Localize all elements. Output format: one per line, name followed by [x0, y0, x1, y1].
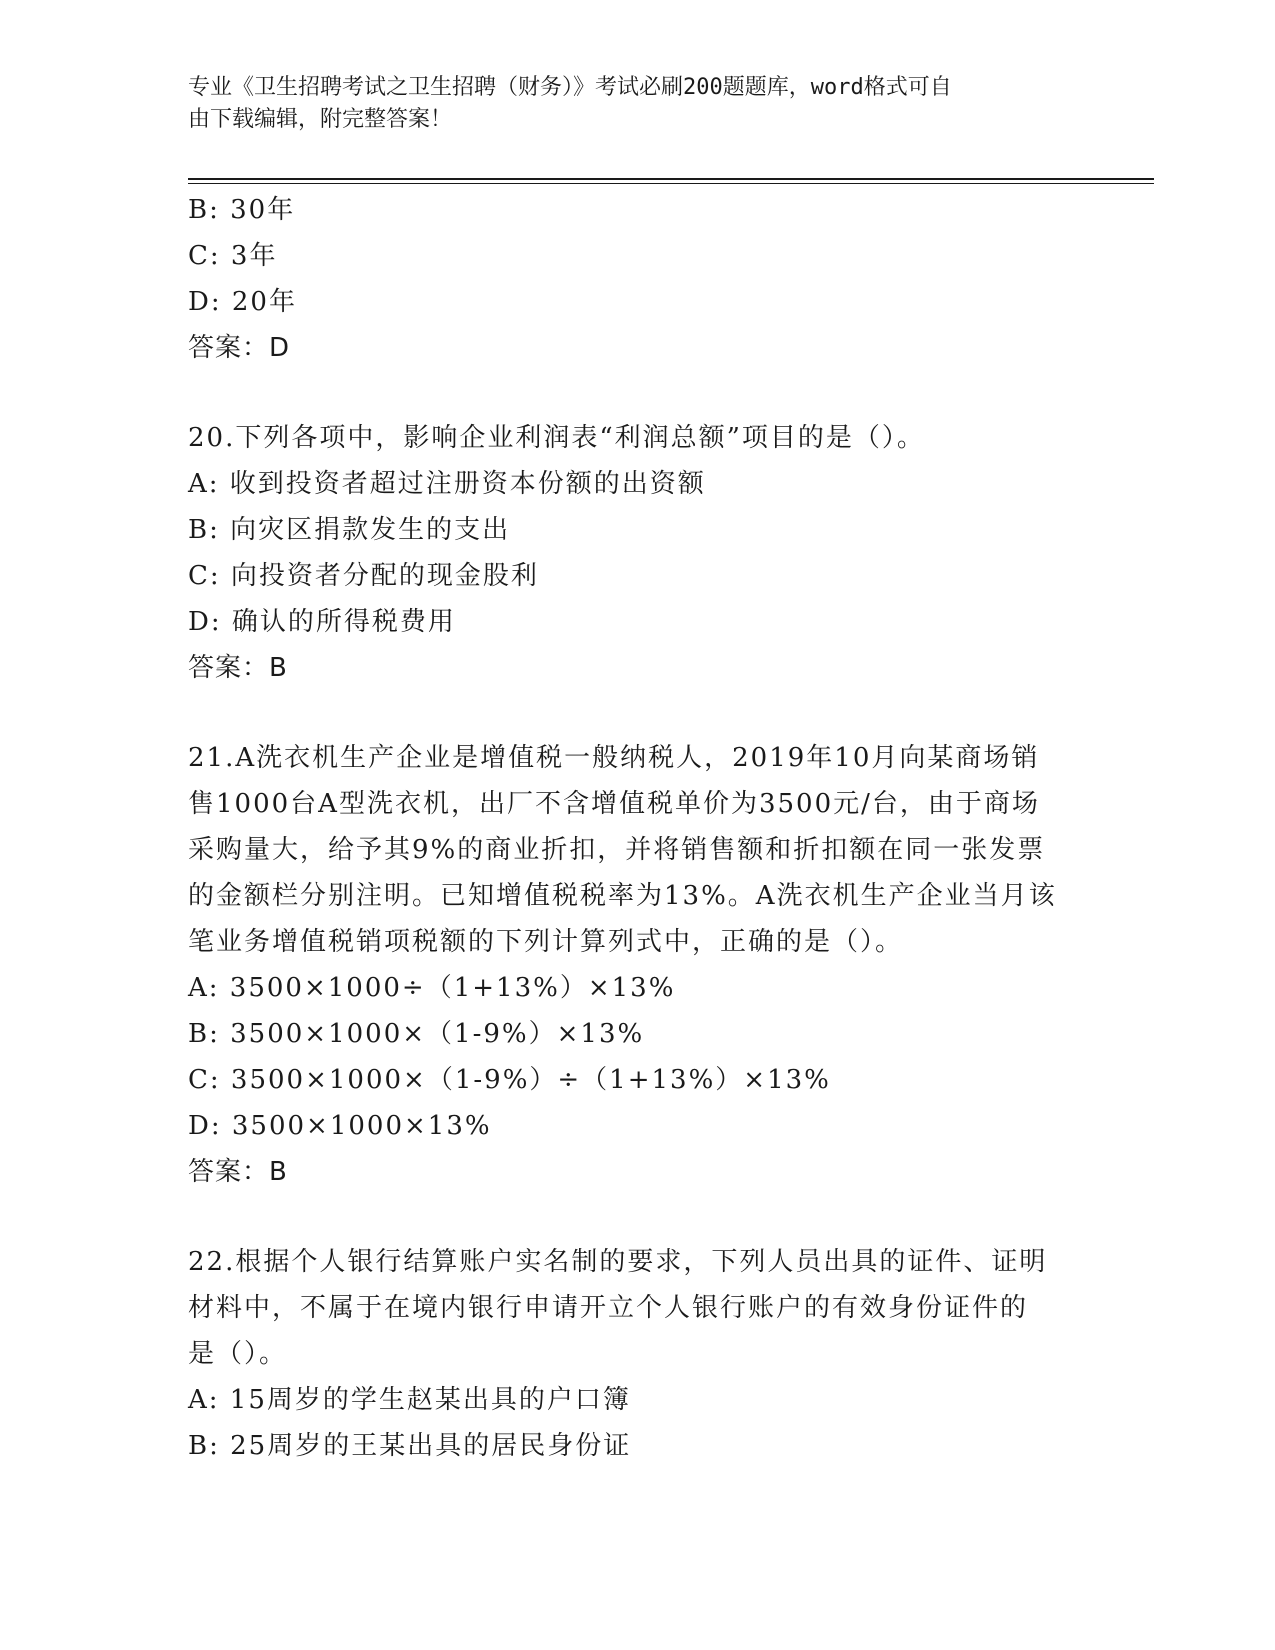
option-c: C: 3年: [188, 241, 278, 271]
option-a: A: 收到投资者超过注册资本份额的出资额: [188, 469, 706, 499]
option-a: A: 15周岁的学生赵某出具的户口簿: [188, 1385, 631, 1415]
question-21: [188, 735, 1068, 1195]
option-b: B: 向灾区捐款发生的支出: [188, 515, 511, 545]
option-b: B: 25周岁的王某出具的居民身份证: [188, 1431, 632, 1461]
option-d: D: 20年: [188, 287, 297, 317]
question-stem-line: 笔业务增值税销项税额的下列计算列式中，正确的是（）。: [188, 927, 904, 957]
answer-line: 答案：B: [188, 1157, 288, 1187]
question-stem-line: 采购量大，给予其9%的商业折扣，并将销售额和折扣额在同一张发票: [188, 835, 1046, 865]
question-22: [188, 1239, 1068, 1469]
option-c: C: 3500×1000×（1-9%）÷（1+13%）×13%: [188, 1065, 831, 1095]
header-rule-thin: [188, 183, 1154, 184]
answer-line: 答案：B: [188, 653, 288, 683]
option-d: D: 确认的所得税费用: [188, 607, 456, 637]
option-b: B: 3500×1000×（1-9%）×13%: [188, 1019, 645, 1049]
option-b: B: 30年: [188, 195, 296, 225]
document-header: [188, 72, 1068, 136]
question-stem-line: 材料中，不属于在境内银行申请开立个人银行账户的有效身份证件的: [188, 1293, 1029, 1323]
header-rule-thick: [188, 178, 1154, 180]
option-d: D: 3500×1000×13%: [188, 1111, 492, 1141]
question-stem-line: 是（）。: [188, 1339, 288, 1369]
option-a: A: 3500×1000÷（1+13%）×13%: [188, 973, 676, 1003]
question-stem-line: 售1000台A型洗衣机，出厂不含增值税单价为3500元/台，由于商场: [188, 789, 1040, 819]
question-stem-line: 的金额栏分别注明。已知增值税税率为13%。A洗衣机生产企业当月该: [188, 881, 1057, 911]
question-stem-line: 22.根据个人银行结算账户实名制的要求，下列人员出具的证件、证明: [188, 1247, 1048, 1277]
question-stem-line: 21.A洗衣机生产企业是增值税一般纳税人，2019年10月向某商场销: [188, 743, 1040, 773]
question-20: [188, 415, 1068, 691]
previous-question-tail: [188, 187, 1088, 371]
answer-line: 答案：D: [188, 333, 291, 363]
header-line-2: 由下载编辑，附完整答案！: [188, 107, 453, 132]
question-stem: 20.下列各项中，影响企业利润表“利润总额”项目的是（）。: [188, 423, 925, 453]
option-c: C: 向投资者分配的现金股利: [188, 561, 539, 591]
header-line-1: 专业《卫生招聘考试之卫生招聘（财务）》考试必刷200题题库，word格式可自: [188, 75, 952, 100]
document-body: [188, 187, 1088, 1469]
